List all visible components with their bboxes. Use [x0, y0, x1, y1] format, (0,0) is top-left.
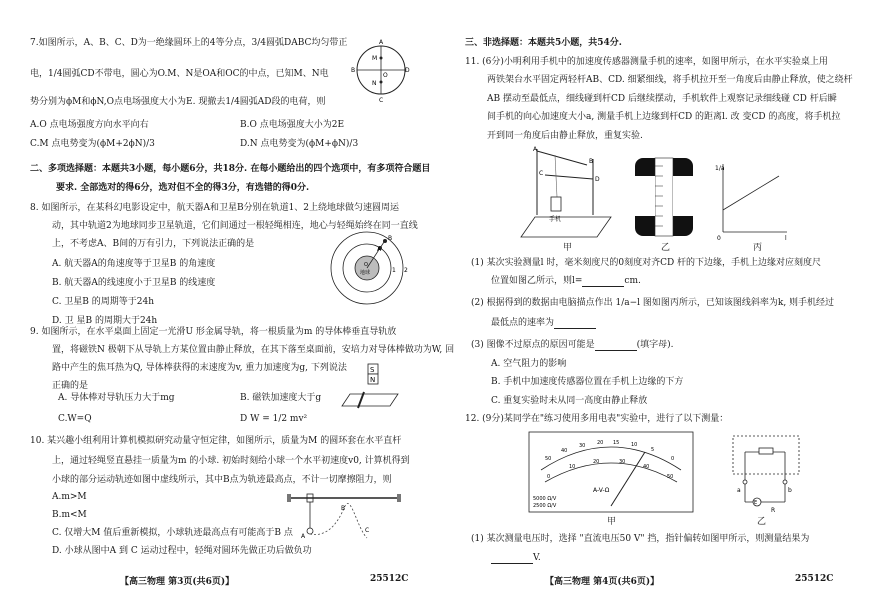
q12-subq1-line2: V. [491, 553, 541, 564]
q7-label-m: M [372, 55, 378, 62]
q11-answer-blank-3[interactable] [595, 341, 637, 351]
q12-answer-blank-1[interactable] [491, 554, 533, 564]
q8-orbit-figure [322, 228, 422, 308]
q11-line4: 间手机的向心加速度大小a, 测量手机上边缘到杆CD 的距离l. 改 变CD 的高度，将手机拉 [487, 112, 841, 122]
q11-subq1-line1: (1) 某次实验测量l 时，毫米刻度尺的0刻度对齐CD 杆的下边缘，手机上边缘对应刻度尺 [471, 258, 822, 268]
q7-ring-figure [351, 35, 410, 105]
q11-graph-y-label: 1/a [715, 165, 725, 172]
q12-circuit-label-b: b [788, 487, 792, 494]
left-page-footer: 【高三物理 第3页(共6页)】 [120, 577, 235, 587]
q7-label-c: C [379, 97, 384, 104]
q11-option-c: C. 重复实验时未从同一高度由静止释放 [491, 396, 648, 406]
left-page-code: 25512C [370, 574, 409, 584]
q10-line1: 10. 某兴趣小组利用计算机模拟研究动量守恒定律，如图所示，质量为M 的圆环套在水平直杆 [30, 436, 402, 446]
q9-label-s: S [370, 366, 375, 374]
q12-scale-20: 20 [597, 440, 604, 446]
q8-line2: 动，其中轨道2为地球同步卫星轨道，它们间通过一根轻绳相连，地心与轻绳始终在同一直线 [52, 221, 418, 231]
q7-option-c: C.M 点电势变为(ϕM+2ϕN)/3 [30, 139, 155, 149]
q12-fig-jia-caption: 甲 [607, 517, 617, 527]
q9-label-n: N [370, 376, 376, 384]
q8-option-a: A. 航天器A的角速度等于卫星B 的角速度 [52, 259, 216, 269]
q10-option-c: C. 仅增大M 值后重新模拟，小球轨迹最高点有可能高于B 点 [52, 528, 293, 538]
q11-subq1-line2: 位置如图乙所示，则l= cm. [491, 276, 641, 286]
q11-fig-jia-caption: 甲 [563, 243, 573, 253]
q9-line4: 正确的是 [52, 381, 89, 391]
q11-answer-blank-2[interactable] [554, 319, 596, 329]
q9-line2: 置，将磁铁N 极朝下从导轨上方某位置由静止释放，在其下落至桌面前，安培力对导体棒做功为W, 回 [52, 345, 455, 355]
q11-subq2-line2: 最低点的速率为 [491, 318, 596, 329]
q11-graph-origin: 0 [717, 235, 721, 242]
q10-line2: 上，通过轻绳竖直悬挂一质量为m 的小球. 初始时刻给小球一个水平初速度v0, 计算机得到 [52, 456, 410, 466]
right-page-code: 25512C [795, 574, 834, 584]
q12-circuit-figure [725, 432, 805, 522]
q9-magnet-rail-figure [340, 362, 410, 412]
q12-subq1-line1: (1) 某次测量电压时，选择 "直流电压50 V" 挡，指针偏转如图甲所示，则测量结果为 [471, 534, 810, 544]
q8-label-orbit2: 2 [404, 267, 408, 274]
right-page-footer: 【高三物理 第4页(共6页)】 [545, 577, 660, 587]
q12-scale-5: 5 [651, 447, 655, 453]
q7-line3: 势分别为ϕM和ϕN,O点电场强度大小为E. 现撤去1/4圆弧AD段的电荷，则 [30, 97, 326, 107]
q8-label-a: A [377, 246, 382, 253]
q12-multimeter-figure [527, 430, 695, 516]
q8-label-orbit1: 1 [392, 267, 396, 274]
q7-label-a: A [379, 39, 384, 46]
q11-subq3-line1: (3) 图像不过原点的原因可能是 (填字母). [471, 340, 674, 350]
q10-ring-rod-figure [285, 488, 405, 548]
section2-heading-line2: 要求. 全部选对的得6分，选对但不全的得3分，有选错的得0分. [56, 183, 310, 193]
q11-graph-x-label: l [785, 235, 787, 242]
q9-option-d: D W = 1/2 mv² [240, 414, 308, 424]
q11-graph-figure [711, 160, 791, 240]
q11-line5: 开到同一角度后由静止释放，重复实验. [487, 131, 643, 141]
q12-lower-0: 0 [547, 474, 551, 480]
q10-option-b: B.m<M [52, 510, 87, 520]
q7-label-n: N [372, 80, 377, 87]
section2-heading-line1: 二、多项选择题：本题共3小题，每小题6分，共18分. 在每小题给出的四个选项中，有多项符合题目 [30, 164, 431, 174]
q8-option-c: C. 卫星B 的周期等于24h [52, 297, 155, 307]
q12-circuit-label-r: R [771, 507, 776, 514]
q7-label-d: D [405, 67, 410, 74]
q11-line3: AB 摆动至最低点，细线碰到杆CD 后继续摆动，手机软件上观察记录细线碰 CD 杆后瞬 [487, 94, 837, 104]
q8-line1: 8. 如图所示，在某科幻电影设定中，航天器A和卫星B分别在轨道1、2上绕地球做匀速圆周运 [30, 203, 400, 213]
q12-scale-15: 15 [613, 440, 620, 446]
section3-heading: 三、非选择题：本题共5小题，共54分. [465, 38, 622, 48]
q11-label-c: C [539, 170, 544, 177]
q9-option-a: A. 导体棒对导轨压力大于mg [58, 393, 175, 403]
q7-line2: 电，1/4圆弧CD不带电，圆心为O.M、N是OA和OC的中点，已知M、N电 [30, 69, 329, 79]
q8-option-d: D. 卫 星B 的周期大于24h [52, 316, 158, 326]
q12-fig-yi-caption: 乙 [757, 517, 767, 527]
q11-fig-yi-caption: 乙 [661, 243, 671, 253]
q10-label-c: C [365, 527, 370, 534]
q12-scale-0: 0 [671, 456, 675, 462]
q12-lower-50: 50 [667, 474, 674, 480]
q12-meter-ohm1: 5000 Ω/V [533, 496, 557, 502]
q11-label-b: B [589, 158, 594, 165]
q7-option-d: D.N 点电势变为(ϕM+ϕN)/3 [240, 139, 359, 149]
q8-option-b: B. 航天器A的线速度小于卫星B 的线速度 [52, 278, 216, 288]
q12-scale-30: 30 [579, 443, 586, 449]
right-page [435, 0, 870, 614]
q7-option-a: A.O 点电场强度方向水平向右 [30, 120, 149, 130]
q10-option-d: D. 小球从图中A 到 C 运动过程中，轻绳对圆环先做正功后做负功 [52, 546, 312, 556]
q9-option-b: B. 磁铁加速度大于g [240, 393, 322, 403]
q11-option-b: B. 手机中加速度传感器位置在手机上边缘的下方 [491, 377, 684, 387]
q8-label-o: O [364, 262, 368, 268]
q9-option-c: C.W=Q [58, 414, 92, 424]
q11-line2: 两铁架台水平固定两轻杆AB、CD. 细紧细线，将手机拉开至一角度后由静止释放，使之绕杆 [487, 75, 853, 85]
q7-line1: 7.如图所示，A、B、C、D为一绝缘圆环上的4等分点，3/4圆弧DABC均匀带正 [30, 38, 348, 48]
q11-subq2-line1: (2) 根据得到的数据由电脑描点作出 1/a−l 图如图丙所示，已知该图线斜率为k, 则手机经过 [471, 298, 835, 308]
q12-lower-20: 20 [593, 459, 600, 465]
q8-label-b: B [388, 235, 393, 242]
q12-meter-mid-label: A-V-Ω [593, 487, 610, 494]
q12-line1: 12. (9分)某同学在"练习使用多用电表"实验中，进行了以下测量： [465, 414, 729, 424]
q7-label-o: O [383, 72, 388, 79]
q7-option-b: B.O 点电场强度大小为2E [240, 120, 345, 130]
q11-label-d: D [595, 176, 600, 183]
q11-answer-blank-1[interactable] [582, 277, 624, 287]
q9-line1: 9. 如图所示，在水平桌面上固定一光滑U 形金属导轨，将一根质量为m 的导体棒垂直导轨放 [30, 327, 397, 337]
q11-option-a: A. 空气阻力的影响 [491, 359, 567, 369]
q12-scale-40: 40 [561, 448, 568, 454]
q12-lower-40: 40 [643, 464, 650, 470]
q12-lower-30: 30 [619, 459, 626, 465]
q8-line3: 上，不考虑A、B间的万有引力，下列说法正确的是 [52, 239, 255, 249]
q11-label-a: A [533, 146, 538, 153]
q11-line1: 11. (6分)小明利用手机中的加速度传感器测量手机的速率，如图甲所示，在水平实验桌上用 [465, 57, 828, 67]
q12-lower-10: 10 [569, 464, 576, 470]
q10-label-b: B [341, 505, 346, 512]
q10-label-a: A [301, 533, 306, 540]
q7-label-b: B [351, 67, 356, 74]
q11-fig-bing-caption: 丙 [753, 243, 763, 253]
q11-ruler-figure [633, 156, 695, 238]
q12-meter-ohm2: 2500 Ω/V [533, 503, 557, 509]
q11-label-phone: 手机 [549, 216, 562, 223]
q10-line3: 小球的部分运动轨迹如图中虚线所示，其中B点为轨迹最高点，不计一切摩擦阻力，则 [52, 475, 392, 485]
q11-apparatus-figure [515, 145, 615, 245]
q9-line3: 路中产生的焦耳热为Q, 导体棒获得的末速度为v, 重力加速度为g, 下列说法 [52, 363, 347, 373]
q8-label-earth: 地球 [360, 270, 371, 276]
q12-scale-50: 50 [545, 456, 552, 462]
q12-circuit-label-a: a [737, 487, 741, 494]
q12-circuit-label-e: E [754, 500, 758, 506]
q10-option-a: A.m>M [52, 492, 87, 502]
q12-scale-10: 10 [631, 442, 638, 448]
